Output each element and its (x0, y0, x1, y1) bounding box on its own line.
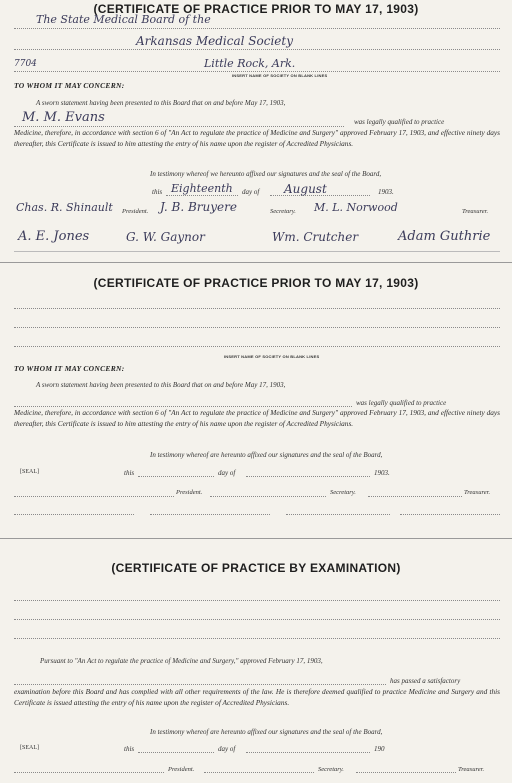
treasurer-line-3 (356, 772, 456, 773)
day-of-3: day of (218, 745, 236, 753)
section-divider-1 (0, 262, 512, 263)
signature-president: Chas. R. Shinault (16, 201, 113, 214)
society-line-2 (14, 49, 500, 50)
board-line-2a (14, 514, 134, 515)
month-line-3 (246, 752, 370, 753)
day-of-2: day of (218, 469, 236, 477)
statement-lead-2: A sworn statement having been presented to this Board that on and before May 17, 1903, (36, 381, 286, 389)
year-2: 1903. (374, 469, 390, 477)
this-word-3: this (124, 745, 135, 753)
day-value: Eighteenth (171, 182, 233, 195)
month-value: August (284, 182, 327, 196)
section2-title: (CERTIFICATE OF PRACTICE PRIOR TO MAY 17, 1903) (93, 276, 419, 290)
treasurer-line-2 (368, 496, 462, 497)
secretary-line-3 (204, 772, 314, 773)
testimony-3: In testimony whereof are hereunto affixed our signatures and the seal of the Board, (150, 728, 383, 736)
section3-title: (CERTIFICATE OF PRACTICE BY EXAMINATION) (111, 561, 401, 575)
society-handwritten-3: Little Rock, Ark. (204, 57, 296, 70)
day-line-3 (138, 752, 214, 753)
name-line-3 (14, 684, 386, 685)
signature-treasurer: M. L. Norwood (314, 201, 398, 214)
day-line-1 (166, 195, 238, 196)
secretary-label-1: Secretary. (270, 208, 296, 215)
name-line-1 (14, 126, 344, 127)
secretary-line-2 (210, 496, 326, 497)
year-1: 1903. (378, 188, 394, 196)
physician-name: M. M. Evans (22, 110, 105, 125)
president-label-1: President. (122, 208, 149, 215)
signature-row2-4: Adam Guthrie (398, 229, 491, 244)
treasurer-label-2: Treasurer. (464, 489, 491, 496)
treasurer-label-1: Treasurer. (462, 208, 489, 215)
society-blank-6 (14, 638, 500, 639)
section-divider-2 (0, 538, 512, 539)
signature-baseline (14, 251, 500, 252)
certificate-number: 7704 (14, 59, 37, 69)
paragraph-3: examination before this Board and has complied with all other requirements of the law. He is therefore deemed qualified to practice Medicine and Surgery and this Certificate is issued attesting the entry of his name upon the register of Accredited Physicians. (14, 687, 500, 707)
secretary-label-3: Secretary. (318, 766, 344, 773)
insert-note-2: INSERT NAME OF SOCIETY ON BLANK LINES (224, 354, 320, 359)
signature-row2-2: G. W. Gaynor (126, 230, 205, 244)
secretary-label-2: Secretary. (330, 489, 356, 496)
day-line-2 (138, 476, 214, 477)
treasurer-label-3: Treasurer. (458, 766, 485, 773)
section1-title: (CERTIFICATE OF PRACTICE PRIOR TO MAY 17, 1903) (93, 2, 419, 16)
society-line-1 (14, 28, 500, 29)
day-of-1: day of (242, 188, 260, 196)
society-blank-2 (14, 327, 500, 328)
passed-text: has passed a satisfactory (390, 677, 461, 685)
president-label-2: President. (176, 489, 203, 496)
board-line-2c (286, 514, 390, 515)
president-line-2 (14, 496, 174, 497)
statement-tail-1: was legally qualified to practice (354, 118, 445, 126)
to-whom-2: TO WHOM IT MAY CONCERN: (14, 364, 125, 373)
board-line-2b (150, 514, 270, 515)
seal-2: [SEAL] (20, 469, 39, 475)
society-blank-5 (14, 619, 500, 620)
seal-3: [SEAL] (20, 745, 39, 751)
testimony-2: In testimony whereof are hereunto affixed our signatures and the seal of the Board, (150, 451, 383, 459)
signature-secretary: J. B. Bruyere (160, 200, 237, 214)
this-word-1: this (152, 188, 163, 196)
paragraph-2: Medicine, therefore, in accordance with section 6 of "An Act to regulate the practice of Medicine and Surgery" approved February 17, 1903, and effective ninety days thereafter, this Certificate is issued to him attesting the entry of his name upon the register of Accredited Physicians. (14, 408, 500, 428)
signature-row2-1: A. E. Jones (18, 229, 90, 244)
president-label-3: President. (168, 766, 195, 773)
this-word-2: this (124, 469, 135, 477)
society-handwritten-2: Arkansas Medical Society (136, 34, 293, 48)
statement-lead-1: A sworn statement having been presented to this Board that on and before May 17, 1903, (36, 99, 286, 107)
board-line-2d (400, 514, 500, 515)
insert-note-1: INSERT NAME OF SOCIETY ON BLANK LINES (232, 73, 328, 78)
month-line-2 (246, 476, 370, 477)
society-handwritten-1: The State Medical Board of the (36, 13, 211, 26)
testimony-1: In testimony whereof we hereunto affixed our signatures and the seal of the Board, (150, 170, 382, 178)
society-blank-4 (14, 600, 500, 601)
society-blank-3 (14, 346, 500, 347)
statement-tail-2: was legally qualified to practice (356, 399, 447, 407)
president-line-3 (14, 772, 164, 773)
paragraph-1: Medicine, therefore, in accordance with section 6 of "An Act to regulate the practice of Medicine and Surgery" approved February 17, 1903, and effective ninety days thereafter, this Certificate is issued to him attesting the entry of his name upon the register of Accredited Physicians. (14, 128, 500, 148)
society-blank-1 (14, 308, 500, 309)
year-3: 190 (374, 745, 385, 753)
to-whom-1: TO WHOM IT MAY CONCERN: (14, 81, 125, 90)
society-line-3 (14, 71, 500, 72)
name-line-2 (14, 406, 352, 407)
signature-row2-3: Wm. Crutcher (272, 230, 359, 244)
pursuant-text: Pursuant to "An Act to regulate the practice of Medicine and Surgery," approved February 17, 1903, (40, 657, 323, 665)
